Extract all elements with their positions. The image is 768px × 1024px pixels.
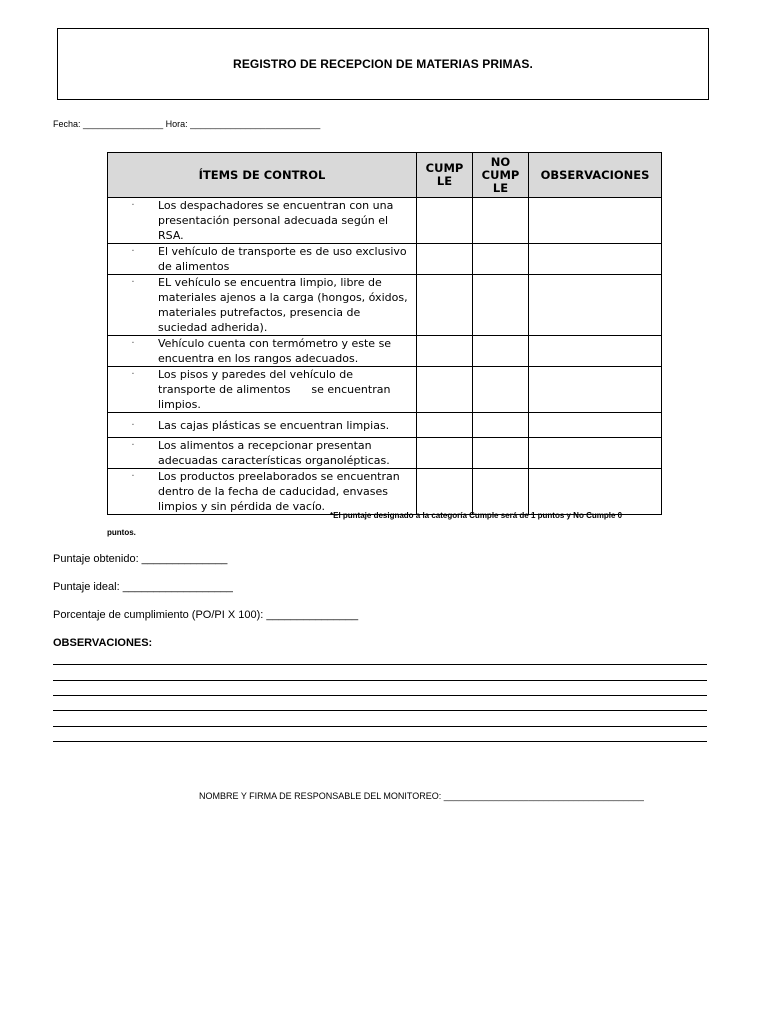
observaciones-line [53, 741, 707, 742]
bullet-icon: · [131, 200, 135, 211]
cumple-cell[interactable] [417, 198, 473, 244]
table-row [108, 244, 662, 275]
title-box [57, 28, 709, 100]
cumple-cell[interactable] [417, 367, 473, 413]
observaciones-line [53, 680, 707, 681]
cumple-cell[interactable] [417, 336, 473, 367]
item-cell [108, 367, 417, 413]
observaciones-line [53, 710, 707, 711]
observaciones-cell[interactable] [529, 198, 662, 244]
cumple-cell[interactable] [417, 244, 473, 275]
firma-responsable-line: NOMBRE Y FIRMA DE RESPONSABLE DEL MONITOREO: ________________________________________ [199, 791, 644, 801]
item-cell [108, 469, 417, 515]
observaciones-line [53, 695, 707, 696]
no-cumple-cell[interactable] [473, 438, 529, 469]
item-cell [108, 198, 417, 244]
observaciones-cell[interactable] [529, 413, 662, 438]
observaciones-heading: OBSERVACIONES: [53, 637, 153, 649]
item-cell [108, 244, 417, 275]
document-title: REGISTRO DE RECEPCION DE MATERIAS PRIMAS. [233, 57, 533, 71]
bullet-icon: · [131, 419, 135, 431]
bullet-icon: · [131, 277, 135, 288]
observaciones-line [53, 726, 707, 727]
observaciones-cell[interactable] [529, 438, 662, 469]
bullet-icon: · [131, 338, 135, 349]
item-text: Los productos preelaborados se encuentran dentro de la fecha de caducidad, envases limpios y sin pérdida de vacío. [158, 470, 400, 513]
header-observaciones: OBSERVACIONES [529, 153, 662, 198]
item-text: Los alimentos a recepcionar presentan adecuadas características organolépticas. [158, 439, 390, 467]
item-cell [108, 275, 417, 336]
table-row [108, 413, 662, 438]
observaciones-cell[interactable] [529, 469, 662, 515]
header-items-de-control: ÍTEMS DE CONTROL [108, 153, 417, 198]
no-cumple-cell[interactable] [473, 275, 529, 336]
scoring-footnote: *El puntaje designado a la categoría Cumple será de 1 puntos y No Cumple 0 [330, 511, 623, 520]
header-no-cumple: NO CUMP LE [473, 153, 529, 198]
no-cumple-cell[interactable] [473, 367, 529, 413]
table-row [108, 275, 662, 336]
table-header-row [108, 153, 662, 198]
item-text: EL vehículo se encuentra limpio, libre de materiales ajenos a la carga (hongos, óxidos, materiales putrefactos, presencia de suciedad adherida). [158, 276, 408, 334]
bullet-icon: · [131, 246, 135, 257]
puntaje-ideal-field: Puntaje ideal: __________________ [53, 581, 233, 593]
item-text: Vehículo cuenta con termómetro y este se encuentra en los rangos adecuados. [158, 337, 392, 365]
porcentaje-cumplimiento-field: Porcentaje de cumplimiento (PO/PI X 100): _______________ [53, 609, 359, 621]
item-text: Los pisos y paredes del vehículo de transporte de alimentos se encuentran limpios. [158, 368, 394, 411]
no-cumple-cell[interactable] [473, 413, 529, 438]
table-row [108, 367, 662, 413]
table-row [108, 469, 662, 515]
puntaje-obtenido-field: Puntaje obtenido: ______________ [53, 553, 228, 565]
observaciones-cell[interactable] [529, 336, 662, 367]
item-text: Las cajas plásticas se encuentran limpias. [158, 418, 390, 432]
item-cell [108, 438, 417, 469]
cumple-cell[interactable] [417, 438, 473, 469]
table-row [108, 336, 662, 367]
cumple-cell[interactable] [417, 413, 473, 438]
no-cumple-cell[interactable] [473, 244, 529, 275]
bullet-icon: · [131, 471, 135, 482]
cumple-cell[interactable] [417, 275, 473, 336]
bullet-icon: · [131, 369, 135, 380]
control-checklist-table [107, 152, 662, 515]
no-cumple-cell[interactable] [473, 469, 529, 515]
observaciones-line [53, 664, 707, 665]
item-text: Los despachadores se encuentran con una presentación personal adecuada según el RSA. [158, 199, 394, 242]
observaciones-cell[interactable] [529, 244, 662, 275]
scoring-footnote-continued: puntos. [107, 528, 136, 537]
item-cell [108, 413, 417, 438]
item-text: El vehículo de transporte es de uso exclusivo de alimentos [158, 245, 407, 273]
table-row [108, 198, 662, 244]
table-row [108, 438, 662, 469]
item-cell [108, 336, 417, 367]
no-cumple-cell[interactable] [473, 336, 529, 367]
observaciones-cell[interactable] [529, 367, 662, 413]
cumple-cell[interactable] [417, 469, 473, 515]
observaciones-cell[interactable] [529, 275, 662, 336]
no-cumple-cell[interactable] [473, 198, 529, 244]
fecha-hora-line: Fecha: ________________ Hora: __________________________ [53, 119, 321, 129]
header-cumple: CUMP LE [417, 153, 473, 198]
bullet-icon: · [131, 440, 135, 451]
